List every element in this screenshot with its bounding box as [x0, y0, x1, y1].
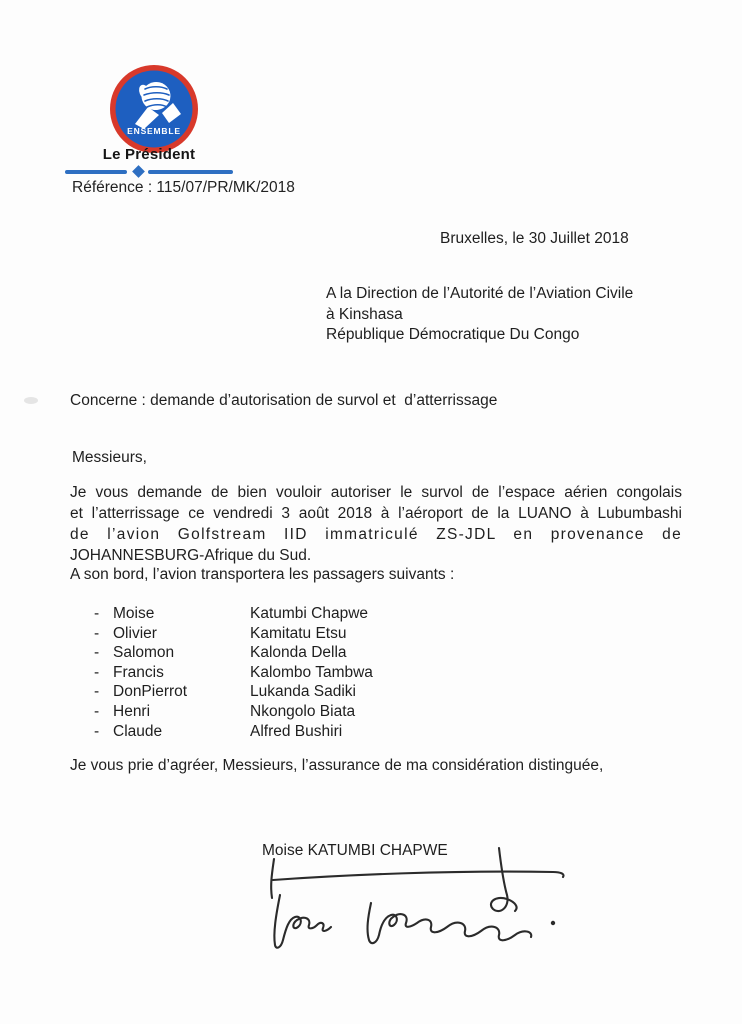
passenger-first-name: Moise — [113, 605, 155, 622]
passenger-first-name: Salomon — [113, 644, 175, 662]
passenger-first-name: DonPierrot — [113, 683, 188, 701]
bullet: - — [94, 683, 100, 701]
closing-line: Je vous prie d’agréer, Messieurs, l’assurance de ma considération distinguée, — [70, 757, 604, 774]
passenger-row — [94, 723, 373, 743]
bullet: - — [94, 663, 100, 681]
president-title: Le Président — [102, 146, 196, 163]
signer-name: Moise KATUMBI CHAPWE — [262, 842, 448, 859]
subject-line: Concerne : demande d’autorisation de survol et d’atterrissage — [70, 392, 498, 409]
bullet: - — [94, 722, 100, 740]
bullet: - — [94, 624, 100, 642]
passenger-first-name: Henri — [113, 702, 151, 720]
passenger-list — [94, 605, 373, 742]
date-line: Bruxelles, le 30 Juillet 2018 — [440, 230, 629, 247]
passenger-row — [94, 605, 373, 625]
salutation: Messieurs, — [72, 449, 147, 466]
body-line: JOHANNESBURG-Afrique du Sud. — [70, 547, 312, 564]
body-line: de l’avion Golfstream IID immatriculé ZS-JDL en provenance de — [70, 526, 682, 543]
passenger-first-name: Olivier — [113, 624, 157, 642]
ensemble-logo — [107, 62, 201, 156]
passengers-intro: A son bord, l’avion transportera les passagers suivants : — [70, 566, 455, 583]
signature-scribble — [253, 845, 593, 950]
divider-right-segment — [148, 170, 233, 174]
addressee-line-2: à Kinshasa — [326, 305, 403, 323]
body-line: Je vous demande de bien vouloir autoriser le survol de l’espace aérien congolais — [70, 484, 682, 501]
body-line: et l’atterrissage ce vendredi 3 août 2018 à l’aéroport de la LUANO à Lubumbashi — [70, 505, 682, 522]
bullet: - — [94, 605, 100, 622]
logo-text: ENSEMBLE — [127, 126, 181, 136]
passenger-last-name: Nkongolo Biata — [250, 702, 356, 720]
passenger-last-name: Alfred Bushiri — [250, 722, 343, 740]
passenger-last-name: Kamitatu Etsu — [250, 624, 347, 642]
bullet: - — [94, 702, 100, 720]
passenger-last-name: Lukanda Sadiki — [250, 683, 356, 701]
passenger-last-name: Kalombo Tambwa — [250, 663, 373, 681]
divider-left-segment — [65, 170, 127, 174]
passenger-row — [94, 683, 373, 703]
scan-artifact — [24, 397, 38, 404]
addressee-line-1: A la Direction de l’Autorité de l’Aviation Civile — [326, 285, 634, 302]
passenger-row — [94, 625, 373, 645]
passenger-last-name: Kalonda Della — [250, 644, 347, 662]
passenger-first-name: Francis — [113, 663, 164, 681]
reference-number: Référence : 115/07/PR/MK/2018 — [72, 179, 295, 196]
body-paragraph — [70, 482, 682, 566]
bullet: - — [94, 644, 100, 662]
passenger-row — [94, 703, 373, 723]
divider-diamond-icon — [132, 165, 145, 178]
addressee-block — [326, 284, 633, 346]
passenger-first-name: Claude — [113, 722, 163, 740]
passenger-row — [94, 664, 373, 684]
signature-ink — [253, 845, 593, 950]
addressee-line-3: République Démocratique Du Congo — [326, 326, 580, 343]
passenger-row — [94, 644, 373, 664]
ensemble-logo-graphic — [107, 62, 201, 156]
passenger-last-name: Katumbi Chapwe — [250, 605, 369, 622]
